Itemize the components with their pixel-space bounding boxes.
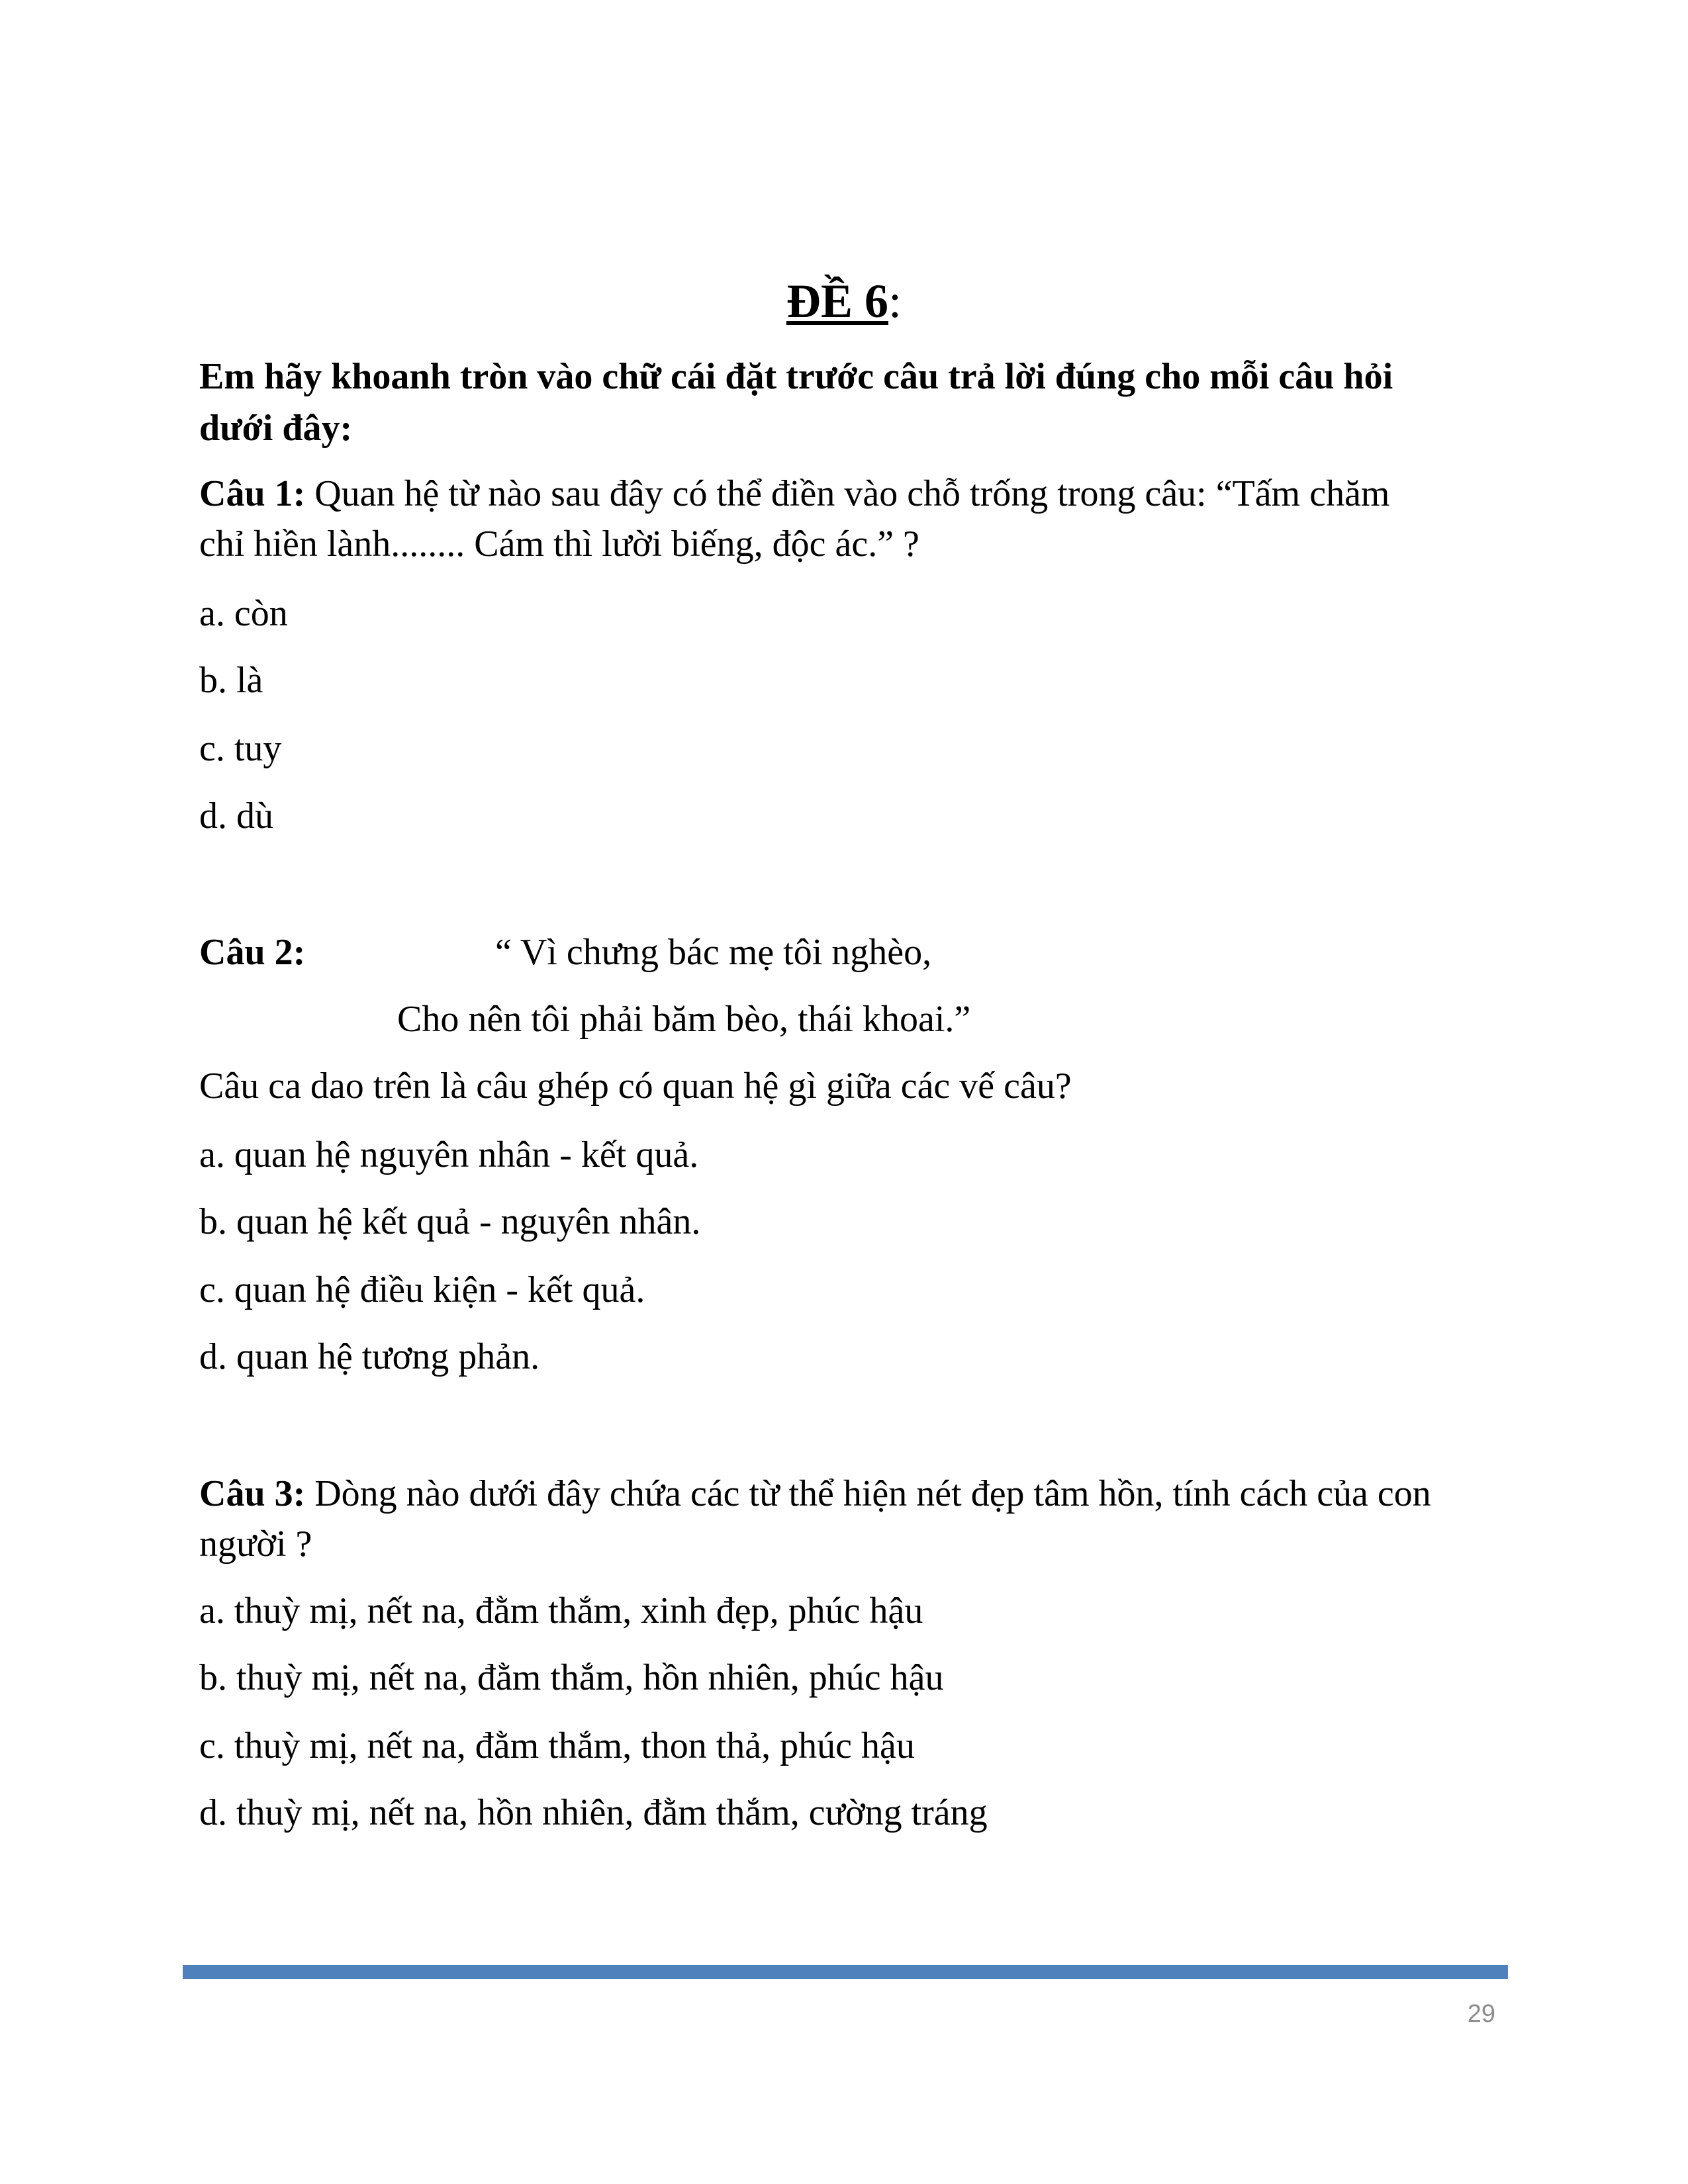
q2-option-d: d. quan hệ tương phản.	[199, 1336, 540, 1377]
q2-option-c: c. quan hệ điều kiện - kết quả.	[199, 1269, 645, 1310]
question-3-line-2: người ?	[199, 1524, 312, 1565]
question-2-text: Câu ca dao trên là câu ghép có quan hệ gì giữa các vế câu?	[199, 1066, 1072, 1107]
q3-option-b: b. thuỳ mị, nết na, đằm thắm, hồn nhiên, phúc hậu	[199, 1657, 944, 1698]
question-3-label: Câu 3:	[199, 1473, 306, 1514]
question-2-label: Câu 2:	[199, 932, 306, 973]
q1-option-d: d. dù	[199, 796, 273, 837]
question-3-line-1: Câu 3: Dòng nào dưới đây chứa các từ thể hiện nét đẹp tâm hồn, tính cách của con	[199, 1473, 1431, 1514]
page-number: 29	[1467, 2000, 1495, 2028]
q1-option-c: c. tuy	[199, 728, 282, 769]
q2-option-b: b. quan hệ kết quả - nguyên nhân.	[199, 1201, 701, 1242]
q1-option-b: b. là	[199, 660, 263, 701]
q3-option-d: d. thuỳ mị, nết na, hồn nhiên, đằm thắm, cường tráng	[199, 1792, 988, 1833]
question-1-label: Câu 1:	[199, 473, 306, 514]
question-1-line-2: chỉ hiền lành........ Cám thì lười biếng, độc ác.” ?	[199, 523, 919, 565]
poem-line-1: “ Vì chưng bác mẹ tôi nghèo,	[495, 932, 932, 973]
footer-divider-bar	[183, 1965, 1508, 1979]
q3-option-c: c. thuỳ mị, nết na, đằm thắm, thon thả, phúc hậu	[199, 1725, 915, 1766]
question-1-line-1: Câu 1: Quan hệ từ nào sau đây có thể điền vào chỗ trống trong câu: “Tấm chăm	[199, 473, 1390, 514]
q3-option-a: a. thuỳ mị, nết na, đằm thắm, xinh đẹp, phúc hậu	[199, 1590, 923, 1631]
instruction-line-1: Em hãy khoanh tròn vào chữ cái đặt trước câu trả lời đúng cho mỗi câu hỏi	[199, 356, 1393, 397]
q2-option-a: a. quan hệ nguyên nhân - kết quả.	[199, 1134, 699, 1175]
q1-option-a: a. còn	[199, 593, 288, 634]
page-title: ĐỀ 6:	[786, 275, 902, 328]
poem-line-2: Cho nên tôi phải băm bèo, thái khoai.”	[397, 999, 971, 1040]
instruction-line-2: dưới đây:	[199, 408, 353, 449]
